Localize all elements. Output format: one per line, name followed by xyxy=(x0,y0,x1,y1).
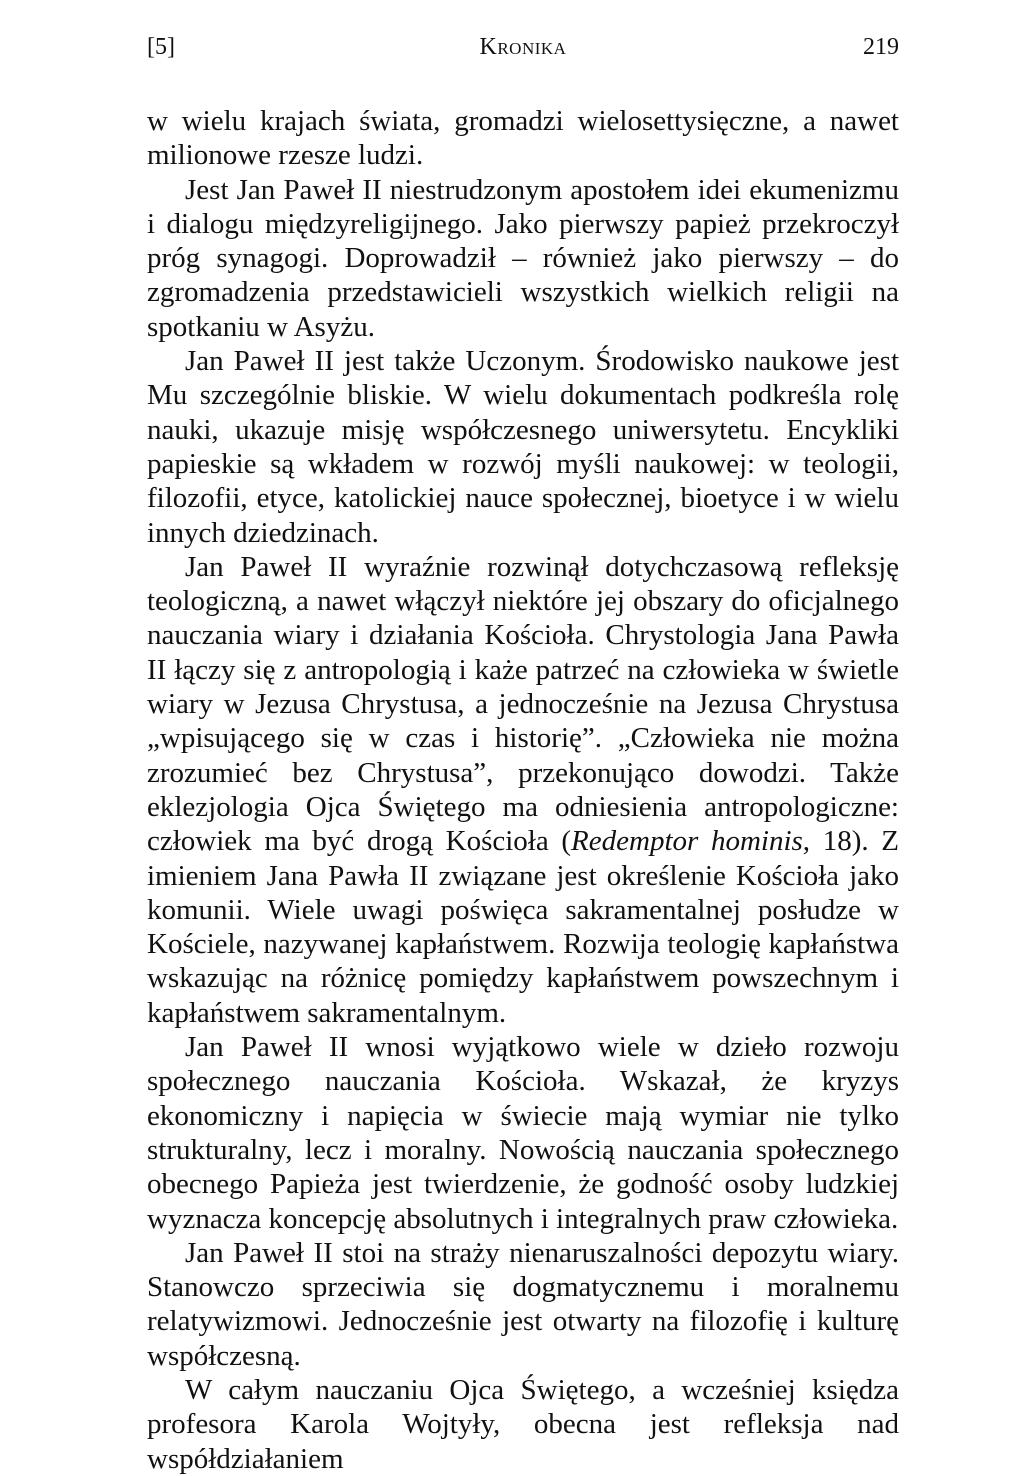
paragraph-6: Jan Paweł II stoi na straży nienaruszalności depozytu wiary. Stanowczo sprzeciwia się dogmatycznemu i moralnemu relatywizmowi. Jednocześnie jest otwarty na filozofię i kulturę współczesną. xyxy=(147,1236,899,1372)
running-head xyxy=(147,30,899,64)
paragraph-1: w wielu krajach świata, gromadzi wielosettysięczne, a nawet milionowe rzesze ludzi. xyxy=(147,105,899,172)
paragraph-2: Jest Jan Paweł II niestrudzonym apostołem idei ekumenizmu i dialogu międzyreligijnego. Jako pierwszy papież przekroczył próg synagogi. Doprowadził – również jako pierwszy – do zgromadzenia przedstawicieli wszystkich wielkich religii na spotkaniu w Asyżu. xyxy=(147,173,899,343)
body-text xyxy=(147,104,899,1476)
paragraph-3: Jan Paweł II jest także Uczonym. Środowisko naukowe jest Mu szczególnie bliskie. W wielu dokumentach podkreśla rolę nauki, ukazuje misję współczesnego uniwersytetu. Encykliki papieskie są wkładem w rozwój myśli naukowej: w teologii, filozofii, etyce, katolickiej nauce społecznej, bioetyce i w wielu innych dziedzinach. xyxy=(147,345,899,549)
running-title: Kronika xyxy=(479,34,567,60)
paragraph-4-part-2: , 18). Z imieniem Jana Pawła II związane jest określenie Kościoła jako komunii. Wiele uwagi poświęca sakramentalnej posłudze w Kościele, nazywanej kapłaństwem. Rozwija teologię kapłaństwa wskazując na różnicę pomiędzy kapłaństwem powszechnym i kapłaństwem sakramentalnym. xyxy=(147,825,899,1029)
section-number: [5] xyxy=(147,34,175,60)
paragraph-4-part-1: Jan Paweł II wyraźnie rozwinął dotychczasową refleksję teologiczną, a nawet włączył niektóre jej obszary do oficjalnego nauczania wiary i działania Kościoła. Chrystologia Jana Pawła II łączy się z antropologią i każe patrzeć na człowieka w świetle wiary w Jezusa Chrystusa, a jednocześnie na Jezusa Chrystusa „wpisującego się w czas i historię”. „Człowieka nie można zrozumieć bez Chrystusa”, przekonująco dowodzi. Także eklezjologia Ojca Świętego ma odniesienia antropologiczne: człowiek ma być drogą Kościoła ( xyxy=(147,550,899,858)
document-page xyxy=(147,30,899,1476)
page-number: 219 xyxy=(863,34,899,60)
paragraph-4 xyxy=(147,550,899,1030)
paragraph-5: Jan Paweł II wnosi wyjątkowo wiele w dzieło rozwoju społecznego nauczania Kościoła. Wskazał, że kryzys ekonomiczny i napięcia w świecie mają wymiar nie tylko strukturalny, lecz i moralny. Nowością nauczania społecznego obecnego Papieża jest twierdzenie, że godność osoby ludzkiej wyznacza koncepcję absolutnych i integralnych praw człowieka. xyxy=(147,1031,899,1235)
paragraph-7: W całym nauczaniu Ojca Świętego, a wcześniej księdza profesora Karola Wojtyły, obecna jest refleksja nad współdziałaniem xyxy=(147,1373,899,1475)
encyclical-title: Redemptor hominis xyxy=(571,825,803,858)
